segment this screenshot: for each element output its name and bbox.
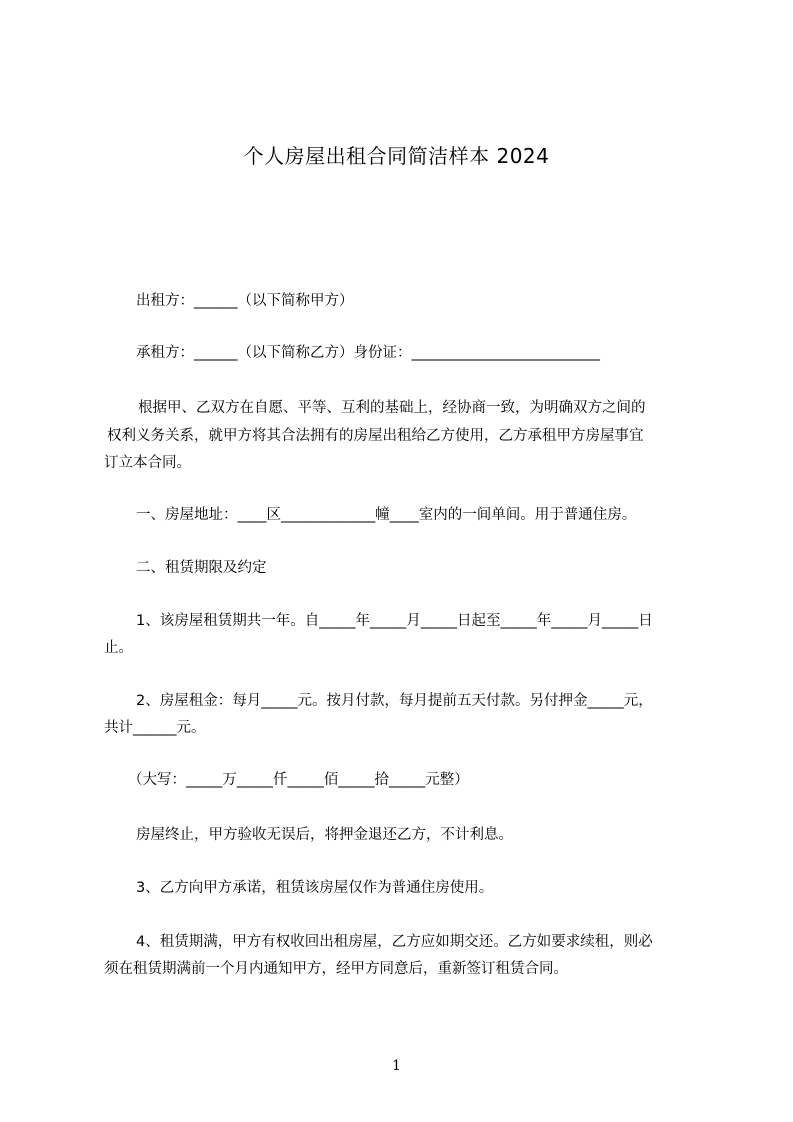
- document-title: 个人房屋出租合同简洁样本 2024: [243, 144, 550, 168]
- intro-line-3: 订立本合同。: [104, 455, 191, 471]
- clause-residential-use: 3、乙方向甲方承诺，租赁该房屋仅作为普通住房使用。: [136, 880, 494, 896]
- page-number: 1: [392, 1058, 401, 1074]
- clause-renewal-line-1: 4、租赁期满，甲方有权收回出租房屋，乙方应如期交还。乙方如要求续租，则必: [136, 934, 653, 950]
- section-house-address: 一、房屋地址：____区_____________幢____室内的一间单间。用于普通住房。: [136, 507, 637, 523]
- clause-rent-line-2: 共计______元。: [104, 720, 206, 736]
- clause-lease-period-line-2: 止。: [104, 640, 133, 656]
- clause-renewal-line-2: 须在租赁期满前一个月内通知甲方，经甲方同意后，重新签订租赁合同。: [104, 961, 568, 977]
- uppercase-amount-line: （大写：_____万_____仟_____佰_____拾_____元整）: [128, 772, 469, 788]
- section-lease-term-heading: 二、租赁期限及约定: [136, 560, 267, 576]
- clause-rent-line-1: 2、房屋租金：每月_____元。按月付款，每月提前五天付款。另付押金_____元，: [136, 693, 653, 709]
- clause-lease-period-line-1: 1、该房屋租赁期共一年。自_____年_____月_____日起至_____年_____月_____日: [136, 613, 653, 629]
- lessor-line: 出租方：______（以下简称甲方）: [136, 293, 354, 309]
- intro-line-1: 根据甲、乙双方在自愿、平等、互利的基础上，经协商一致，为明确双方之间的: [138, 400, 646, 416]
- deposit-return-line: 房屋终止，甲方验收无误后，将押金退还乙方，不计利息。: [136, 827, 513, 843]
- intro-line-2: 权利义务关系，就甲方将其合法拥有的房屋出租给乙方使用，乙方承租甲方房屋事宜: [107, 428, 644, 444]
- lessee-line: 承租方：______（以下简称乙方）身份证：__________________________: [136, 345, 600, 361]
